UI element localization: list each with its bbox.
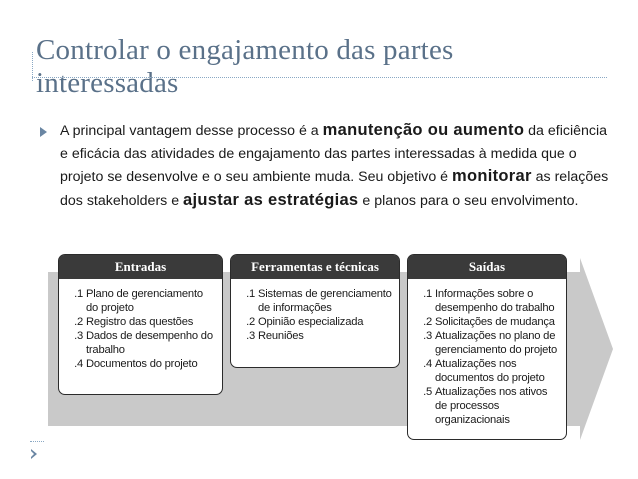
outputs-item-text: Atualizações nos documentos do projeto [435,358,545,384]
outputs-box [407,254,567,440]
outputs-item [414,385,560,427]
inputs-item-number: .4 [74,358,83,370]
body-text-4: e planos para o seu envolvimento. [358,192,579,209]
tools-item [237,287,393,315]
inputs-item-number: .3 [74,330,83,342]
tools-box-title: Ferramentas e técnicas [231,255,399,279]
body-text-2: da eficiência e eficácia das atividades de engajamento das partes interessadas à medida que o projeto se desenvolve e o seu ambiente muda. Seu objetivo é [60,123,608,185]
inputs-item-number: .2 [74,316,83,328]
inputs-item [65,315,216,329]
bullet-arrow-icon [40,127,47,137]
inputs-item [65,357,216,371]
body-emphasis-1: manutenção ou aumento [322,121,525,139]
footer-rule [30,441,44,442]
footer-chevron-icon [31,449,37,459]
inputs-item-number: .1 [74,288,83,300]
outputs-item [414,329,560,357]
tools-item-number: .3 [246,330,255,342]
tools-item-text: Reuniões [258,330,304,342]
tools-list [231,279,399,343]
title-underline [32,77,607,78]
tools-box [230,254,400,368]
tools-item-number: .2 [246,316,255,328]
outputs-item-number: .2 [423,316,432,328]
inputs-box [58,254,223,395]
outputs-item-number: .1 [423,288,432,300]
outputs-item-number: .3 [423,330,432,342]
tools-item-text: Sistemas de gerenciamento de informações [258,288,392,314]
outputs-item [414,357,560,385]
outputs-item-text: Informações sobre o desempenho do trabalho [435,288,555,314]
body-emphasis-2: monitorar [452,167,532,185]
inputs-item [65,287,216,315]
outputs-item-text: Atualizações nos ativos de processos organizacionais [435,386,548,426]
tools-item-text: Opinião especializada [258,316,364,328]
inputs-item-text: Documentos do projeto [86,358,198,370]
inputs-item-text: Registro das questões [86,316,194,328]
inputs-box-title: Entradas [59,255,222,279]
body-text-3: as relações dos stakeholders e [60,169,609,209]
tools-item [237,329,393,343]
slide-title: Controlar o engajamento das partes interessadas [36,34,454,99]
outputs-item [414,315,560,329]
outputs-item [414,287,560,315]
tools-item-number: .1 [246,288,255,300]
body-paragraph [60,119,610,212]
outputs-box-title: Saídas [408,255,566,279]
body-text-1: A principal vantagem desse processo é a [60,123,323,139]
outputs-item-number: .4 [423,358,432,370]
outputs-item-text: Atualizações no plano de gerenciamento do projeto [435,330,558,356]
body-emphasis-3: ajustar as estratégias [183,190,359,209]
inputs-item-text: Plano de gerenciamento do projeto [86,288,203,314]
inputs-item-text: Dados de desempenho do trabalho [86,330,213,356]
inputs-list [59,279,222,371]
outputs-list [408,279,566,427]
outputs-item-text: Solicitações de mudança [435,316,555,328]
outputs-item-number: .5 [423,386,432,398]
inputs-item [65,329,216,357]
tools-item [237,315,393,329]
